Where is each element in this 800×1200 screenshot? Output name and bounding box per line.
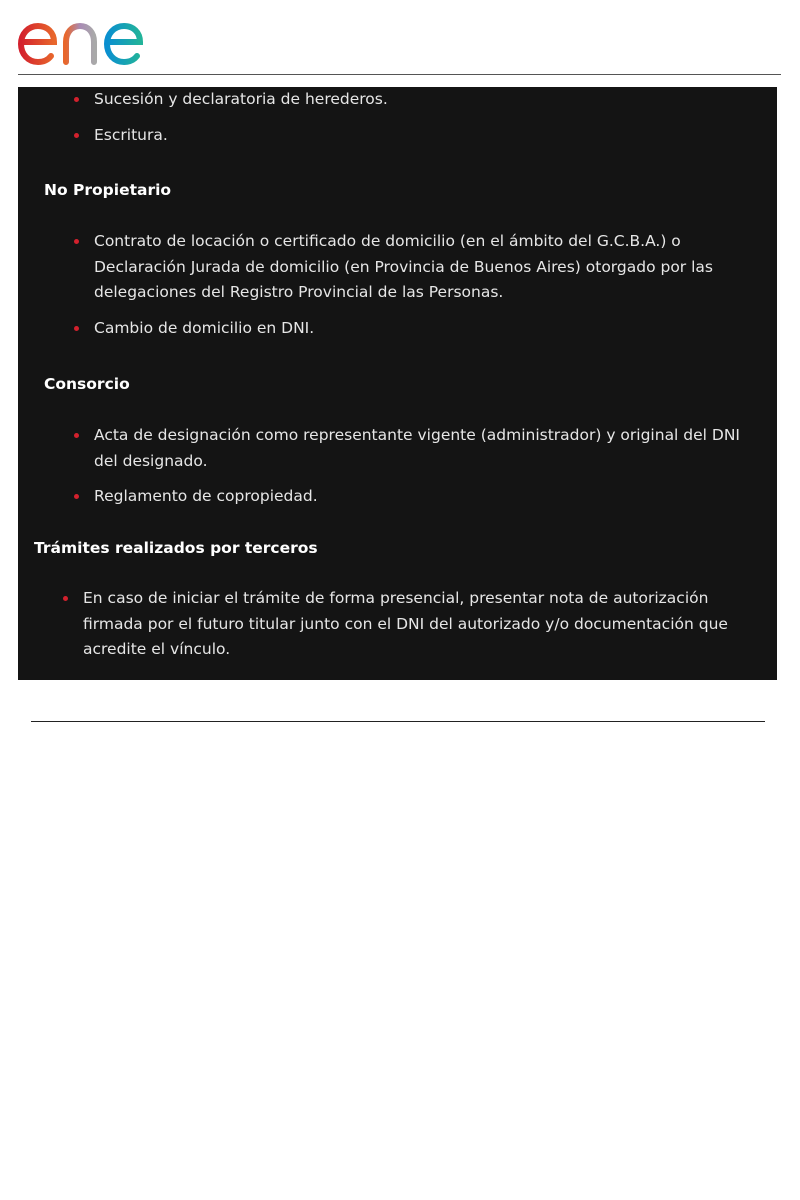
list-item-text: Contrato de locación o certificado de domicilio (en el ámbito del G.C.B.A.) o Declaración Jurada de domicilio (en Provincia de Buenos Aires) otorgado por las delegaciones del Registro Provincial de las Personas. [94,232,713,301]
bullet-icon [74,326,79,331]
consorcio-list [94,423,766,510]
list-item [94,316,764,342]
header [0,0,800,75]
list-item-text: Acta de designación como representante vigente (administrador) y original del DNI del designado. [94,426,741,470]
bullet-icon [74,133,79,138]
bullet-icon [74,97,79,102]
list-item [94,87,764,113]
footer-divider [31,721,765,722]
header-divider [18,74,781,75]
terceros-list [83,586,763,663]
no-propietario-list [94,229,764,341]
list-item [94,484,766,510]
bullet-icon [74,239,79,244]
bullet-icon [74,433,79,438]
list-item-text: Escritura. [94,125,168,144]
list-item-text: Sucesión y declaratoria de herederos. [94,90,388,108]
section-title-no-propietario: No Propietario [44,181,172,199]
section-title-terceros: Trámites realizados por terceros [34,539,318,557]
content-panel [18,87,777,680]
bullet-icon [74,494,79,499]
list-item [94,229,764,306]
enel-logo[interactable] [16,4,182,68]
list-item [94,423,766,474]
list-item-text: En caso de iniciar el trámite de forma presencial, presentar nota de autorización firmada por el futuro titular junto con el DNI del autorizado y/o documentación que acredite el vínculo. [83,589,728,658]
owner-list [94,87,764,148]
list-item [83,586,763,663]
list-item-text: Cambio de domicilio en DNI. [94,318,315,337]
section-title-consorcio: Consorcio [44,375,130,393]
list-item-text: Reglamento de copropiedad. [94,487,318,505]
list-item [94,123,764,149]
bullet-icon [63,596,68,601]
